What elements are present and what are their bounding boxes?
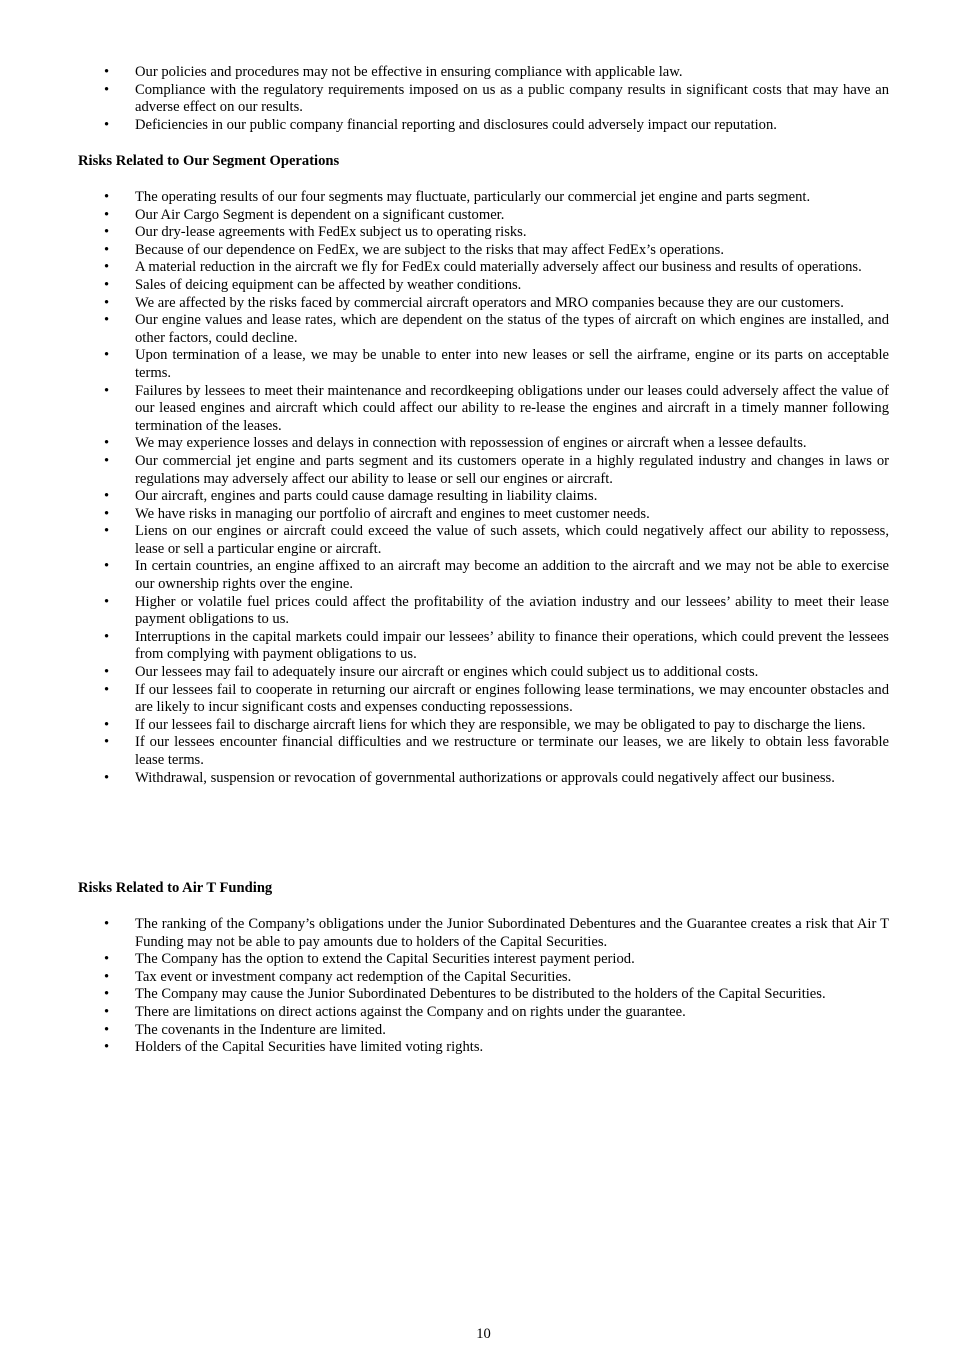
bullet-marker: •: [104, 986, 110, 1003]
bullet-marker: •: [104, 189, 110, 205]
list-item: • Our policies and procedures may not be effective in ensuring compliance with applicable law.: [104, 64, 683, 80]
list-item: • We have risks in managing our portfolio of aircraft and engines to meet customer needs.: [104, 505, 650, 522]
bullet-marker: •: [104, 523, 110, 540]
section-heading-air-t-funding: Risks Related to Air T Funding: [78, 880, 273, 896]
intro-bullet-list: [78, 64, 889, 134]
list-item: • The Company may cause the Junior Subordinated Debentures to be distributed to the holders of the Capital Securities.: [104, 986, 826, 1003]
list-item: • If our lessees encounter financial difficulties and we restructure or terminate our leases, we are likely to obtain less favorable lease terms.: [104, 734, 889, 768]
bullet-marker: •: [104, 681, 110, 698]
list-item: • There are limitations on direct actions against the Company and on rights under the guarantee.: [104, 1003, 686, 1020]
bullet-marker: •: [104, 951, 110, 968]
bullet-marker: •: [104, 1021, 110, 1038]
bullet-marker: •: [104, 81, 110, 98]
list-item: • Our aircraft, engines and parts could cause damage resulting in liability claims.: [104, 488, 598, 505]
bullet-marker: •: [104, 1039, 110, 1056]
list-item: • If our lessees fail to cooperate in returning our aircraft or engines following lease terminations, we may encounter obstacles and are likely to incur significant costs and expenses conducting repossessions.: [104, 681, 889, 716]
list-item: • Sales of deicing equipment can be affected by weather conditions.: [104, 276, 522, 293]
bullet-marker: •: [104, 505, 110, 522]
bullet-marker: •: [104, 716, 110, 733]
list-item: • The Company has the option to extend the Capital Securities interest payment period.: [104, 951, 635, 968]
list-item: • Interruptions in the capital markets could impair our lessees’ ability to finance their operations, which could prevent the lessees from complying with payment obligations to us.: [104, 628, 889, 663]
list-item: • Our dry-lease agreements with FedEx subject us to operating risks.: [104, 224, 527, 241]
bullet-marker: •: [104, 968, 110, 985]
list-item: • Tax event or investment company act redemption of the Capital Securities.: [104, 968, 572, 985]
bullet-marker: •: [104, 224, 110, 241]
list-item: • Compliance with the regulatory requirements imposed on us as a public company results in significant costs that may have an adverse effect on our results.: [104, 81, 889, 116]
list-item: • Because of our dependence on FedEx, we are subject to the risks that may affect FedEx’s operations.: [104, 241, 724, 258]
bullet-marker: •: [104, 347, 110, 364]
bullet-marker: •: [104, 312, 110, 329]
list-item: • Failures by lessees to meet their maintenance and recordkeeping obligations under our leases could adversely affect the value of our leased engines and aircraft which could affect our ability to re-lease the engines and aircraft in a timely manner following termination of the leases.: [104, 382, 889, 434]
list-item: • We are affected by the risks faced by commercial aircraft operators and MRO companies because they are our customers.: [104, 294, 844, 311]
bullet-marker: •: [104, 769, 110, 786]
list-item: • Deficiencies in our public company financial reporting and disclosures could adversely impact our reputation.: [104, 116, 777, 133]
bullet-marker: •: [104, 593, 110, 610]
list-item: • Our lessees may fail to adequately insure our aircraft or engines which could subject us to additional costs.: [104, 664, 759, 681]
bullet-marker: •: [104, 294, 110, 311]
list-item: • A material reduction in the aircraft we fly for FedEx could materially adversely affect our business and results of operations.: [104, 259, 862, 276]
bullet-marker: •: [104, 276, 110, 293]
list-item: • Withdrawal, suspension or revocation of governmental authorizations or approvals could negatively affect our business.: [104, 769, 835, 786]
bullet-marker: •: [104, 64, 110, 80]
bullet-marker: •: [104, 558, 110, 575]
list-item: • Holders of the Capital Securities have limited voting rights.: [104, 1039, 484, 1056]
segment-risks-list: [78, 189, 889, 787]
list-item: • In certain countries, an engine affixed to an aircraft may become an addition to the aircraft and we may not be able to exercise our ownership rights over the engine.: [104, 558, 889, 593]
list-item: • Liens on our engines or aircraft could exceed the value of such assets, which could negatively affect our ability to repossess, lease or sell a particular engine or aircraft.: [104, 523, 889, 557]
list-item: • If our lessees fail to discharge aircraft liens for which they are responsible, we may be obligated to pay to discharge the liens.: [104, 716, 866, 733]
list-item: • Our commercial jet engine and parts segment and its customers operate in a highly regulated industry and changes in laws or regulations may adversely affect our ability to lease or sell our engines or aircraft.: [104, 452, 889, 487]
page-number: 10: [476, 1326, 491, 1342]
list-item: • The ranking of the Company’s obligations under the Junior Subordinated Debentures and the Guarantee creates a risk that Air T Funding may not be able to pay amounts due to holders of the Capital Securities.: [104, 916, 889, 950]
bullet-marker: •: [104, 916, 110, 932]
bullet-marker: •: [104, 241, 110, 258]
bullet-marker: •: [104, 382, 110, 399]
bullet-marker: •: [104, 664, 110, 681]
bullet-marker: •: [104, 1003, 110, 1020]
bullet-marker: •: [104, 259, 110, 276]
list-item: • The covenants in the Indenture are limited.: [104, 1021, 386, 1038]
bullet-marker: •: [104, 206, 110, 223]
bullet-marker: •: [104, 116, 110, 133]
bullet-marker: •: [104, 734, 110, 751]
list-item: • Our engine values and lease rates, which are dependent on the status of the types of aircraft on which engines are installed, and other factors, could decline.: [104, 312, 889, 346]
bullet-marker: •: [104, 628, 110, 645]
bullet-marker: •: [104, 488, 110, 505]
list-item: • Upon termination of a lease, we may be unable to enter into new leases or sell the airframe, engine or its parts on acceptable terms.: [104, 347, 889, 381]
list-item: • We may experience losses and delays in connection with repossession of engines or aircraft when a lessee defaults.: [104, 435, 807, 452]
funding-risks-list: [78, 916, 889, 1057]
list-item: • The operating results of our four segments may fluctuate, particularly our commercial jet engine and parts segment.: [104, 189, 811, 205]
bullet-marker: •: [104, 435, 110, 452]
bullet-marker: •: [104, 452, 110, 469]
list-item: • Higher or volatile fuel prices could affect the profitability of the aviation industry and our lessees’ ability to meet their lease payment obligations to us.: [104, 593, 889, 628]
list-item: • Our Air Cargo Segment is dependent on a significant customer.: [104, 206, 505, 223]
section-heading-segment-operations: Risks Related to Our Segment Operations: [78, 153, 340, 169]
